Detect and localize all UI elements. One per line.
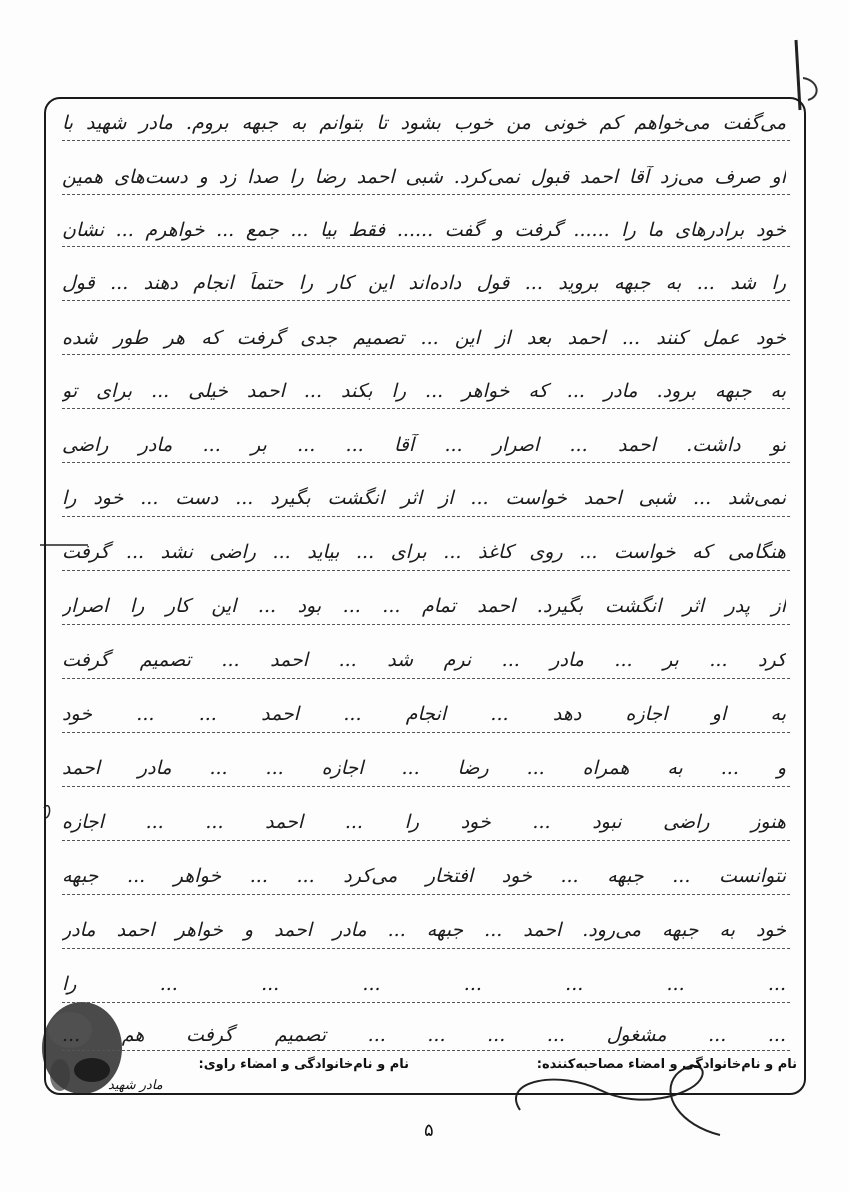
interviewer-label: نام و نام‌خانوادگی و امضاء مصاحبه‌کننده: [536, 1057, 797, 1072]
page-number: ۵ [424, 1120, 434, 1141]
text-line: می‌گفت می‌خواهم کم خونی من خوب بشود تا بتوانم به جبهه بروم. مادر شهید با [62, 112, 786, 134]
text-line: نتوانست ... جبهه ... خود افتخار می‌کرد ... ... خواهر ... جبهه [62, 865, 786, 887]
ruled-line [62, 140, 790, 141]
text-line: هنگامی که خواست ... روی کاغذ ... برای ... بیاید ... راضی نشد ... گرفت [62, 541, 786, 563]
text-line: خود به جبهه می‌رود. احمد ... جبهه ... مادر احمد و خواهر احمد مادر [62, 919, 786, 941]
narrator-signature: مادر شهید [108, 1078, 163, 1093]
ruled-line [62, 354, 790, 355]
ruled-line [62, 516, 790, 517]
ruled-line [62, 894, 790, 895]
text-line: کرد ... بر ... مادر ... نرم شد ... احمد ... تصمیم گرفت [62, 649, 786, 671]
ruled-line [62, 1050, 790, 1051]
text-line: نمی‌شد ... شبی احمد خواست ... از اثر انگشت بگیرد ... دست ... خود را [62, 487, 786, 509]
ruled-line [62, 408, 790, 409]
ruled-line [62, 786, 790, 787]
text-line: از پدر اثر انگشت بگیرد. احمد تمام ... ... بود ... این کار را اصرار [62, 595, 786, 617]
ruled-line [62, 840, 790, 841]
text-line: ... ... مشغول ... ... ... ... تصمیم گرفت هم ... [62, 1024, 786, 1046]
ruled-line [62, 246, 790, 247]
ruled-line [62, 570, 790, 571]
text-line: ... ... ... ... ... ... ... را [62, 973, 786, 995]
ruled-line [62, 300, 790, 301]
ruled-line [62, 1002, 790, 1003]
ruled-line [62, 732, 790, 733]
ruled-line [62, 462, 790, 463]
text-line: خود برادرهای ما را ...... گرفت و گفت ...... فقط بیا ... جمع ... خواهرم ... نشان [62, 219, 786, 241]
text-line: و ... به همراه ... رضا ... اجازه ... ... مادر احمد [62, 757, 786, 779]
ruled-line [62, 678, 790, 679]
text-line: تو داشت. احمد ... اصرار ... آقا ... ... بر ... مادر راضی [62, 434, 786, 456]
text-line: به جبهه برود. مادر ... که خواهر ... را بکند ... احمد خیلی ... برای تو [62, 380, 786, 402]
text-line: به او اجازه دهد ... انجام ... احمد ... ... خود [62, 703, 786, 725]
text-line: هنوز راضی نبود ... خود را ... احمد ... ... اجازه [62, 811, 786, 833]
ruled-line [62, 948, 790, 949]
narrator-label: نام و نام‌خانوادگی و امضاء راوی: [198, 1057, 409, 1072]
text-line: را شد ... به جبهه بروید ... قول داده‌اند این کار را حتماً انجام دهند ... قول [62, 272, 786, 294]
text-line: او صرف می‌زد آقا احمد قبول نمی‌کرد. شبی احمد رضا را صدا زد و دست‌های همین [62, 166, 786, 188]
text-line: خود عمل کنند ... احمد بعد از این ... تصمیم جدی گرفت که هر طور شده [62, 327, 786, 349]
ruled-line [62, 624, 790, 625]
ruled-line [62, 194, 790, 195]
